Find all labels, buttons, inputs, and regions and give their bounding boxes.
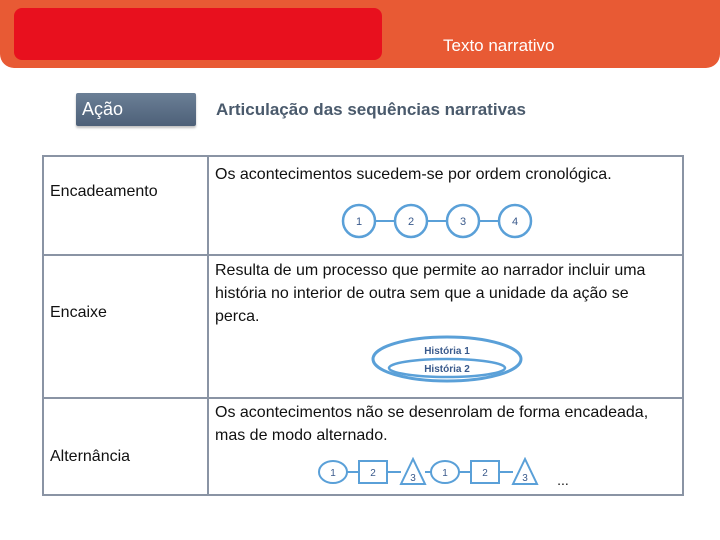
row-label-encaixe: Encaixe [50,303,107,321]
row-label-alternancia: Alternância [50,448,131,466]
narrative-table [42,155,684,496]
page-title: Texto narrativo [443,36,555,55]
header-title-block [14,8,382,60]
row-label-cell [43,398,208,495]
node-label: 3 [459,216,467,228]
header-bar [0,0,720,68]
node-label: 1 [355,216,363,228]
row-label-cell [43,255,208,399]
node-label: 1 [330,468,336,480]
alternation-diagram [311,457,581,489]
row-label-encadeamento: Encadeamento [50,183,158,200]
node-label: 1 [442,468,448,480]
table-row [43,398,683,495]
table-row [43,156,683,255]
node-label: 4 [511,216,519,228]
row-description: Resulta de um processo que permite ao narrador incluir uma história no interior de outra sem que a unidade da ação se perca. [215,261,646,325]
section-subtitle: Articulação das sequências narrativas [216,100,526,119]
row-description: Os acontecimentos sucedem-se por ordem cronológica. [215,166,612,183]
row-content-cell [208,156,683,255]
row-description: Os acontecimentos não se desenrolam de forma encadeada, mas de modo alternado. [215,404,649,445]
ellipsis-mark: ... [557,472,569,489]
chain-diagram [339,201,539,241]
node-label: 2 [370,468,376,480]
outer-story-label: História 1 [424,345,470,357]
node-label: 3 [410,473,416,485]
node-label: 2 [482,468,488,480]
row-content-cell [208,255,683,399]
section-label: Ação [82,99,124,119]
node-label: 3 [522,473,528,485]
table-row [43,255,683,399]
embedding-diagram [369,334,529,388]
row-label-cell [43,156,208,255]
node-label: 2 [407,216,415,228]
inner-story-label: História 2 [424,363,470,375]
row-content-cell [208,398,683,495]
